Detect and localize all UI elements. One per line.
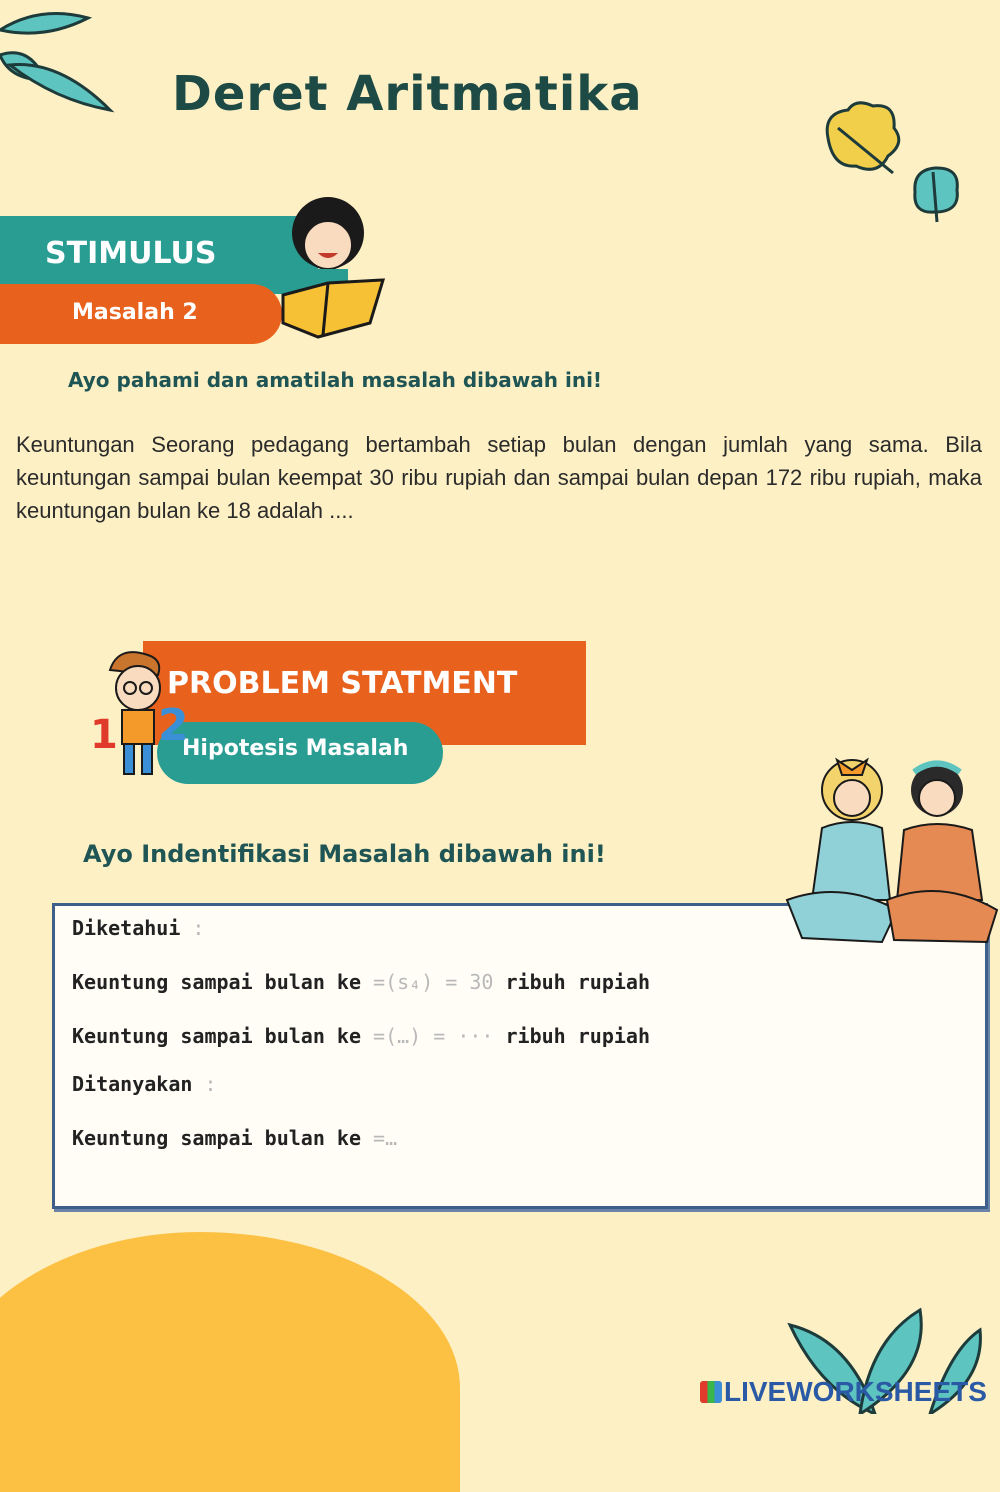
row1-text: Keuntung sampai bulan ke — [72, 970, 361, 994]
liveworksheets-logo-icon — [700, 1381, 722, 1403]
page-title: Deret Aritmatika — [172, 66, 643, 122]
problem-paragraph: Keuntungan Seorang pedagang bertambah setiap bulan dengan jumlah yang sama. Bila keuntungan sampai bulan keempat 30 ribu rupiah dan sampai bulan depan 172 ribu rupiah, maka keuntungan bulan ke 18 adalah .... — [16, 432, 982, 523]
stimulus-heading: STIMULUS — [45, 236, 217, 271]
problem-instruction: Ayo Indentifikasi Masalah dibawah ini! — [83, 840, 606, 868]
row2-unit: ribuh rupiah — [505, 1024, 650, 1048]
row2-equation-input[interactable]: =(…) = ··· — [373, 1024, 494, 1048]
hipotesis-label: Hipotesis Masalah — [182, 736, 409, 761]
yellow-blob-decoration — [0, 1232, 460, 1492]
known-row-2 — [72, 1024, 650, 1048]
problem-statement-heading: PROBLEM STATMENT — [167, 666, 518, 701]
known-row-1 — [72, 970, 650, 994]
svg-text:1: 1 — [90, 712, 118, 758]
boy-with-numbers-illustration — [88, 640, 196, 782]
masalah-label: Masalah 2 — [72, 300, 198, 325]
asked-colon: : — [204, 1072, 217, 1096]
liveworksheets-brand — [700, 1376, 987, 1408]
svg-text:2: 2 — [158, 700, 189, 751]
row1-unit: ribuh rupiah — [505, 970, 650, 994]
stimulus-instruction: Ayo pahami dan amatilah masalah dibawah ini! — [68, 368, 603, 392]
leaf-decoration-top-left — [0, 0, 120, 120]
asked-row — [72, 1072, 217, 1096]
teal-leaf-icon — [905, 162, 965, 226]
row3-text: Keuntung sampai bulan ke — [72, 1126, 361, 1150]
known-colon: : — [192, 916, 205, 940]
liveworksheets-text: LIVEWORKSHEETS — [724, 1376, 987, 1407]
known-label: Diketahui — [72, 916, 181, 940]
row2-text: Keuntung sampai bulan ke — [72, 1024, 361, 1048]
asked-label: Ditanyakan — [72, 1072, 193, 1096]
asked-row-1 — [72, 1126, 397, 1150]
autumn-leaf-icon — [818, 98, 908, 182]
known-row — [72, 916, 204, 940]
row1-equation: =(s₄) = 30 — [373, 970, 494, 994]
row3-answer-input[interactable]: =… — [373, 1126, 398, 1150]
reading-child-illustration — [278, 195, 390, 341]
two-girls-illustration — [782, 750, 1000, 950]
